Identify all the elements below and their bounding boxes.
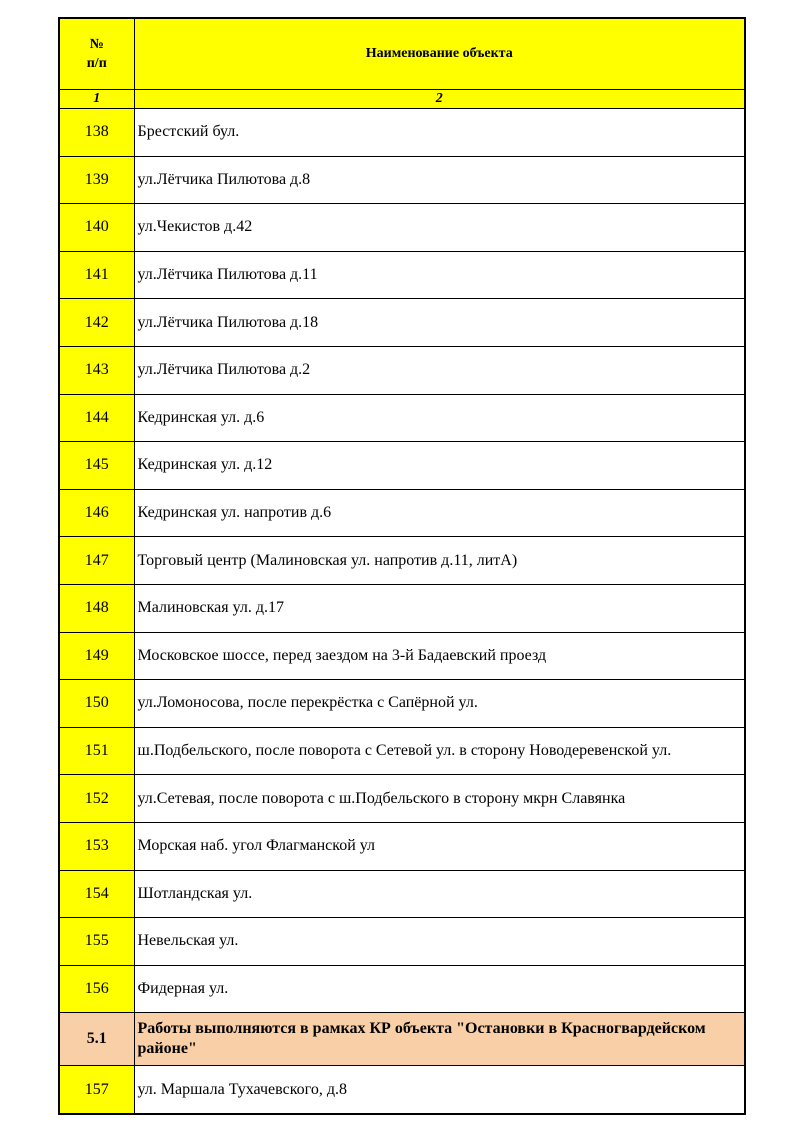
object-name: Шотландская ул. xyxy=(134,870,745,918)
header-name-cell: Наименование объекта xyxy=(134,18,745,90)
objects-table-sheet xyxy=(58,17,744,1115)
row-number: 146 xyxy=(59,489,134,537)
object-name: ул.Лётчика Пилютова д.18 xyxy=(134,299,745,347)
table-row xyxy=(59,1066,745,1114)
object-name: ул.Ломоносова, после перекрёстка с Сапёрной ул. xyxy=(134,680,745,728)
table-row xyxy=(59,965,745,1013)
table-row xyxy=(59,775,745,823)
table-row xyxy=(59,870,745,918)
column-index-1: 1 xyxy=(59,90,134,109)
object-name: ул.Лётчика Пилютова д.2 xyxy=(134,346,745,394)
table-row xyxy=(59,156,745,204)
table-row xyxy=(59,251,745,299)
object-name: ул.Чекистов д.42 xyxy=(134,204,745,252)
object-name: Брестский бул. xyxy=(134,109,745,157)
table-row xyxy=(59,632,745,680)
row-number: 147 xyxy=(59,537,134,585)
row-number: 150 xyxy=(59,680,134,728)
section-title: Работы выполняются в рамках КР объекта "Остановки в Красногвардейском районе" xyxy=(134,1013,745,1066)
row-number: 145 xyxy=(59,442,134,490)
object-name: Малиновская ул. д.17 xyxy=(134,584,745,632)
object-name: Фидерная ул. xyxy=(134,965,745,1013)
table-row xyxy=(59,204,745,252)
table-row xyxy=(59,109,745,157)
section-number: 5.1 xyxy=(59,1013,134,1066)
section-row xyxy=(59,1013,745,1066)
object-name: ш.Подбельского, после поворота с Сетевой ул. в сторону Новодеревенской ул. xyxy=(134,727,745,775)
objects-table xyxy=(58,17,746,1115)
table-header-row xyxy=(59,18,745,90)
object-name: Морская наб. угол Флагманской ул xyxy=(134,822,745,870)
row-number: 156 xyxy=(59,965,134,1013)
row-number: 149 xyxy=(59,632,134,680)
row-number: 143 xyxy=(59,346,134,394)
object-name: Невельская ул. xyxy=(134,918,745,966)
row-number: 140 xyxy=(59,204,134,252)
object-name: ул. Маршала Тухачевского, д.8 xyxy=(134,1066,745,1114)
table-row xyxy=(59,299,745,347)
object-name: ул.Лётчика Пилютова д.8 xyxy=(134,156,745,204)
row-number: 144 xyxy=(59,394,134,442)
row-number: 148 xyxy=(59,584,134,632)
row-number: 141 xyxy=(59,251,134,299)
row-number: 142 xyxy=(59,299,134,347)
table-row xyxy=(59,727,745,775)
column-index-row xyxy=(59,90,745,109)
column-index-2: 2 xyxy=(134,90,745,109)
table-row xyxy=(59,346,745,394)
table-row xyxy=(59,442,745,490)
table-row xyxy=(59,584,745,632)
object-name: ул.Сетевая, после поворота с ш.Подбельского в сторону мкрн Славянка xyxy=(134,775,745,823)
object-name: Кедринская ул. напротив д.6 xyxy=(134,489,745,537)
row-number: 152 xyxy=(59,775,134,823)
table-row xyxy=(59,822,745,870)
table-row xyxy=(59,918,745,966)
table-row xyxy=(59,394,745,442)
row-number: 154 xyxy=(59,870,134,918)
row-number: 157 xyxy=(59,1066,134,1114)
header-number-abbrev: п/п xyxy=(86,56,107,71)
table-row xyxy=(59,537,745,585)
object-name: Кедринская ул. д.6 xyxy=(134,394,745,442)
row-number: 139 xyxy=(59,156,134,204)
header-number-symbol: № xyxy=(89,37,104,52)
table-row xyxy=(59,489,745,537)
object-name: ул.Лётчика Пилютова д.11 xyxy=(134,251,745,299)
object-name: Московское шоссе, перед заездом на 3-й Бадаевский проезд xyxy=(134,632,745,680)
header-number-cell xyxy=(59,18,134,90)
object-name: Кедринская ул. д.12 xyxy=(134,442,745,490)
row-number: 155 xyxy=(59,918,134,966)
row-number: 151 xyxy=(59,727,134,775)
table-row xyxy=(59,680,745,728)
row-number: 138 xyxy=(59,109,134,157)
row-number: 153 xyxy=(59,822,134,870)
object-name: Торговый центр (Малиновская ул. напротив д.11, литА) xyxy=(134,537,745,585)
